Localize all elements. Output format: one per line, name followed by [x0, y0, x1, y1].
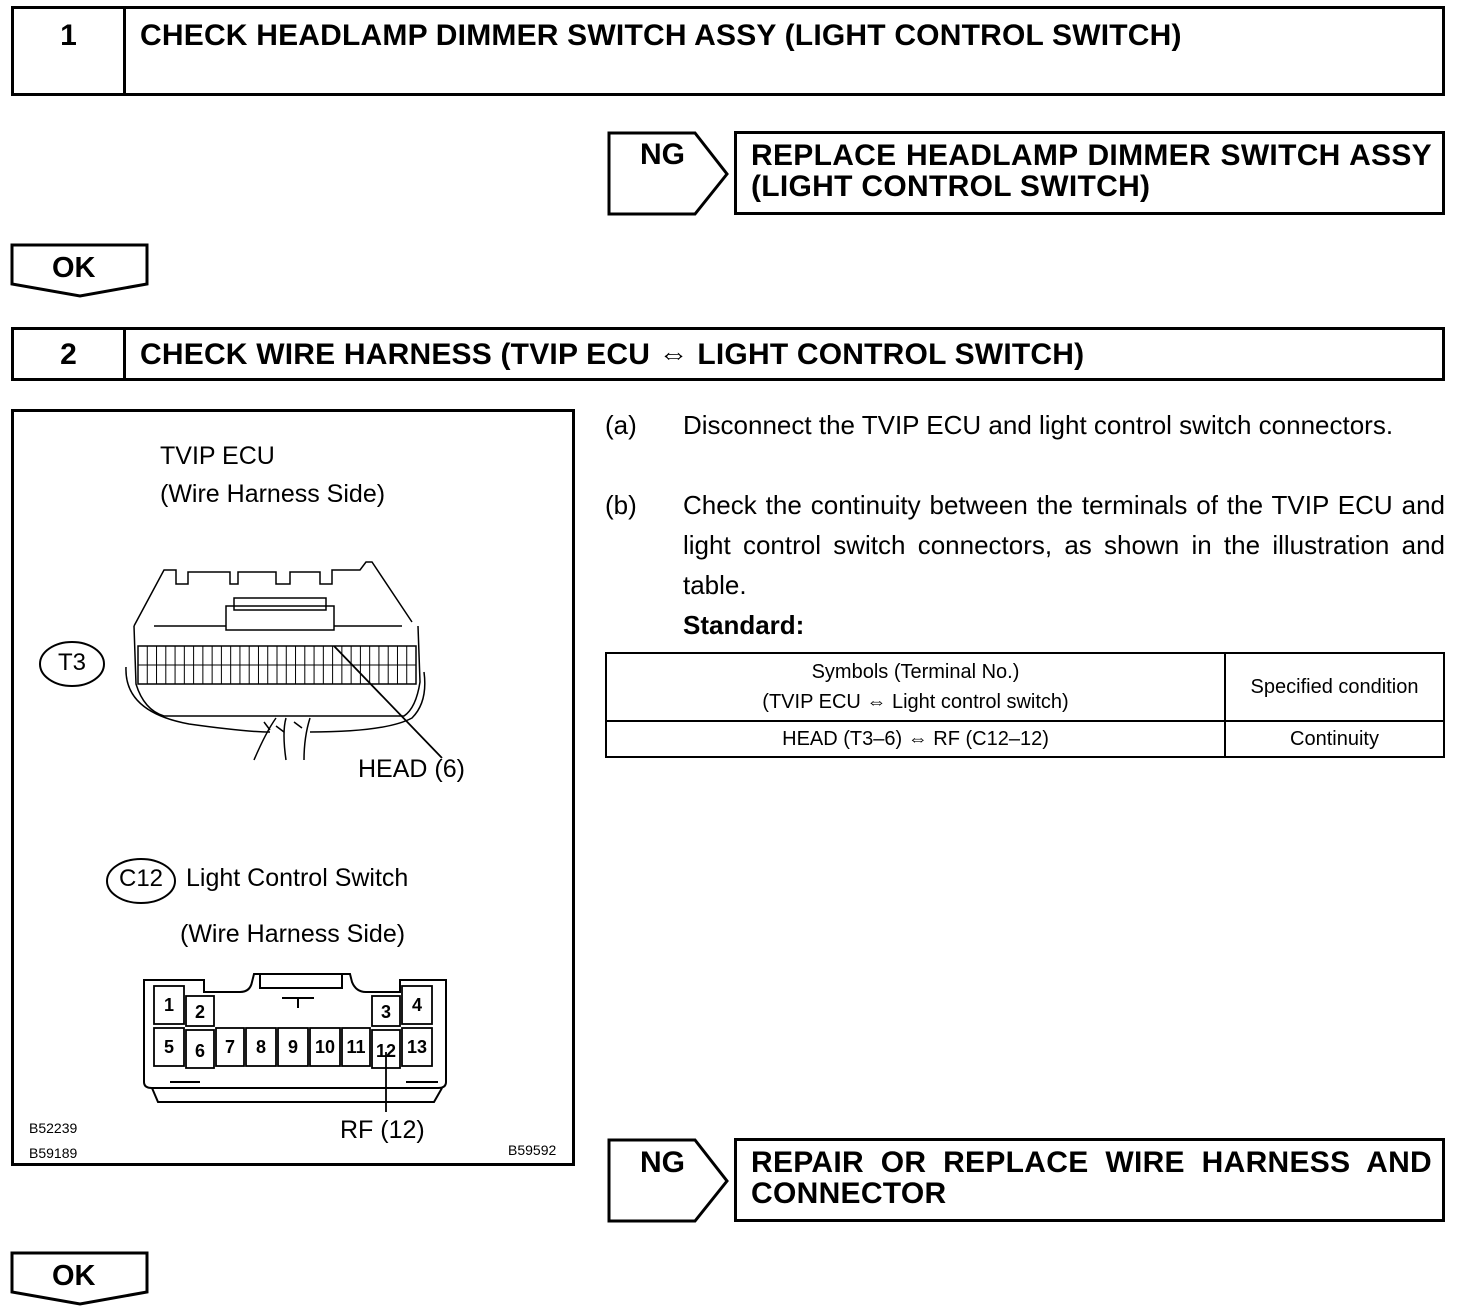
pin-7: 7	[224, 1037, 236, 1057]
instruction-a	[605, 405, 1445, 485]
pin-8: 8	[255, 1037, 267, 1057]
pin-10: 10	[314, 1037, 336, 1057]
pin-13: 13	[406, 1037, 428, 1057]
step-title: CHECK HEADLAMP DIMMER SWITCH ASSY (LIGHT CONTROL SWITCH)	[140, 19, 1182, 52]
spec-table-row	[606, 721, 1444, 757]
ng-label-2: NG	[640, 1146, 685, 1179]
pin-4: 4	[411, 995, 423, 1015]
ng-result-1	[734, 131, 1445, 215]
ng-result-1-line2: (LIGHT CONTROL SWITCH)	[751, 170, 1151, 203]
instruction-a-label: (a)	[605, 410, 637, 440]
pin-11: 11	[346, 1037, 366, 1057]
spec-row-condition: Continuity	[1225, 721, 1444, 757]
figure-ref-2: B59189	[29, 1145, 78, 1161]
ng-result-2-line1: REPAIR OR REPLACE WIRE HARNESS AND	[751, 1146, 1432, 1179]
instruction-b-text: Check the continuity between the terminals of the TVIP ECU and light control switch connectors, as shown in the illustration and table.	[683, 490, 1445, 600]
c12-code: C12	[118, 865, 164, 892]
step-title: CHECK WIRE HARNESS (TVIP ECU ⇔ LIGHT CONTROL SWITCH)	[140, 338, 1085, 371]
step-2-header	[11, 327, 1445, 381]
switch-title: Light Control Switch	[186, 864, 409, 892]
ng-result-1-line1: REPLACE HEADLAMP DIMMER SWITCH ASSY	[751, 139, 1432, 172]
pin-3: 3	[380, 1002, 392, 1022]
switch-side-label: (Wire Harness Side)	[180, 920, 406, 948]
pin-9: 9	[287, 1037, 299, 1057]
connector-diagram	[14, 412, 572, 1163]
ecu-side-label: (Wire Harness Side)	[160, 480, 386, 508]
rf-terminal-label: RF (12)	[340, 1116, 425, 1144]
spec-row-symbols: HEAD (T3–6) ⇔ RF (C12–12)	[606, 721, 1225, 757]
instruction-b-label: (b)	[605, 490, 637, 520]
pin-12: 12	[375, 1041, 397, 1061]
spec-header-symbols-line2: (TVIP ECU ⇔ Light control switch)	[762, 691, 1069, 713]
figure-ref-3: B59592	[508, 1142, 557, 1158]
t3-code: T3	[57, 649, 86, 676]
ok-label-2: OK	[52, 1260, 96, 1292]
head-terminal-label: HEAD (6)	[358, 755, 465, 783]
connector-figure	[11, 409, 575, 1166]
standard-label: Standard:	[683, 610, 805, 640]
ng-result-2	[734, 1138, 1445, 1222]
spec-header-symbols	[606, 653, 1225, 721]
ecu-title: TVIP ECU	[160, 442, 275, 470]
pin-6: 6	[194, 1041, 206, 1061]
instruction-a-text: Disconnect the TVIP ECU and light control switch connectors.	[683, 410, 1394, 440]
ng-result-2-line2: CONNECTOR	[751, 1177, 947, 1210]
spec-header-symbols-line1: Symbols (Terminal No.)	[811, 661, 1020, 683]
ng-label-1: NG	[640, 138, 685, 171]
spec-table-header-row	[606, 653, 1444, 721]
ecu-terminal-grid	[138, 646, 416, 684]
step-number: 1	[14, 9, 126, 93]
spec-table	[605, 652, 1445, 758]
pin-2: 2	[194, 1002, 206, 1022]
step-number: 2	[14, 330, 126, 378]
step-1-header	[11, 6, 1445, 96]
ok-label-1: OK	[52, 252, 96, 284]
pin-5: 5	[163, 1037, 175, 1057]
instruction-b	[605, 485, 1445, 605]
spec-header-condition: Specified condition	[1225, 653, 1444, 721]
pin-1: 1	[163, 995, 175, 1015]
tvip-ecu-connector	[126, 562, 425, 760]
figure-ref-1: B52239	[29, 1120, 78, 1136]
